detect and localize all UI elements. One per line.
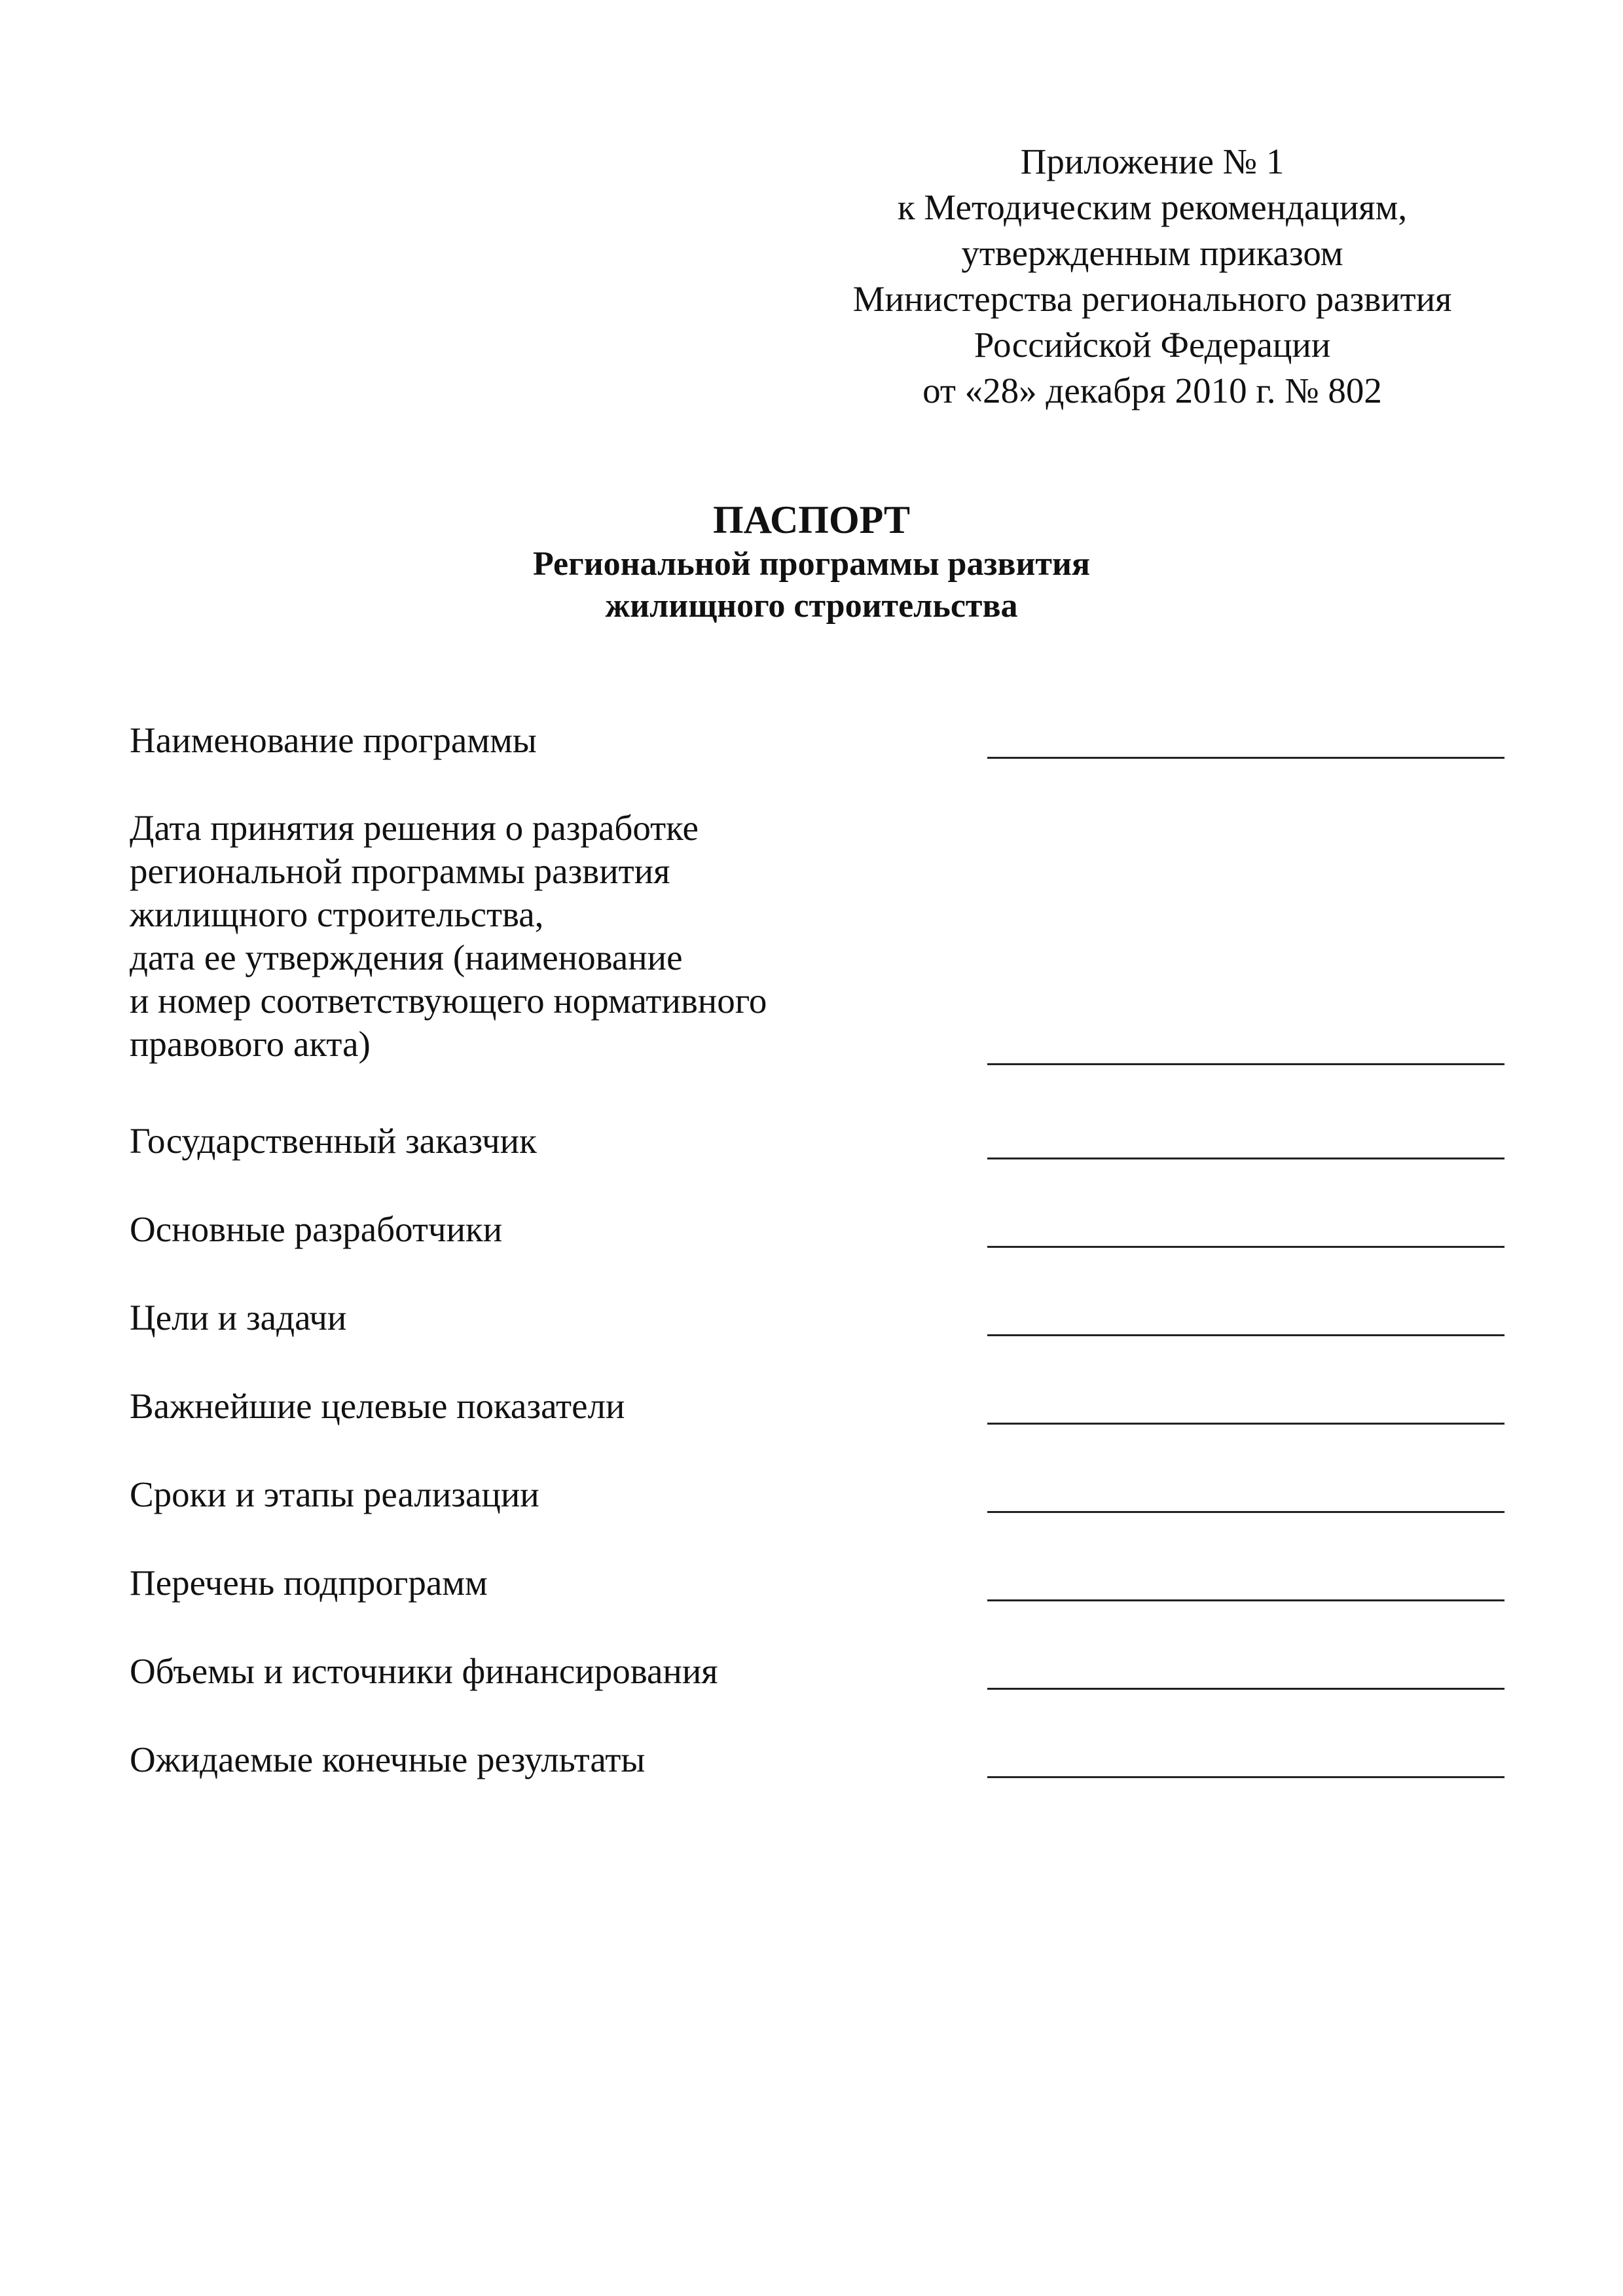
field-input-line[interactable] <box>987 1157 1504 1159</box>
field-decision-date <box>130 807 1504 1066</box>
field-terms-stages <box>130 1473 1504 1516</box>
field-label: Объемы и источники финансирования <box>130 1651 718 1691</box>
field-input-line[interactable] <box>987 1334 1504 1336</box>
field-label: Важнейшие целевые показатели <box>130 1386 625 1426</box>
approval-line: Российской Федерации <box>974 325 1331 365</box>
field-label: Ожидаемые конечные результаты <box>130 1740 646 1779</box>
document-title <box>0 496 1623 627</box>
field-financing <box>130 1650 1504 1693</box>
field-input-line[interactable] <box>987 1599 1504 1601</box>
field-program-name <box>130 719 1504 762</box>
field-label: Наименование программы <box>130 720 537 760</box>
field-subprograms-list <box>130 1561 1504 1605</box>
field-label: Основные разработчики <box>130 1209 503 1249</box>
field-label: Сроки и этапы реализации <box>130 1474 539 1514</box>
field-label: Дата принятия решения о разработке <box>130 808 699 848</box>
field-input-line[interactable] <box>987 757 1504 759</box>
field-expected-results <box>130 1738 1504 1781</box>
field-main-developers <box>130 1208 1504 1251</box>
approval-line: от «28» декабря 2010 г. № 802 <box>922 371 1382 410</box>
field-label: дата ее утверждения (наименование <box>130 938 683 977</box>
field-label: Государственный заказчик <box>130 1121 537 1161</box>
field-label: Цели и задачи <box>130 1298 347 1338</box>
field-target-indicators <box>130 1385 1504 1428</box>
field-label: и номер соответствующего нормативного <box>130 981 767 1021</box>
field-input-line[interactable] <box>987 1063 1504 1065</box>
field-label: жилищного строительства, <box>130 894 544 934</box>
approval-line: Министерства регионального развития <box>852 279 1452 319</box>
field-label: Перечень подпрограмм <box>130 1563 488 1603</box>
field-label: региональной программы развития <box>130 851 670 891</box>
title-subtitle: жилищного строительства <box>605 587 1018 625</box>
title-main: ПАСПОРТ <box>712 498 911 541</box>
field-goals-tasks <box>130 1296 1504 1339</box>
approval-line: утвержденным приказом <box>961 233 1343 273</box>
field-input-line[interactable] <box>987 1246 1504 1248</box>
field-input-line[interactable] <box>987 1776 1504 1778</box>
approval-line: к Методическим рекомендациям, <box>897 187 1408 227</box>
field-input-line[interactable] <box>987 1511 1504 1513</box>
field-input-line[interactable] <box>987 1688 1504 1690</box>
title-subtitle: Региональной программы развития <box>532 545 1091 583</box>
approval-stamp <box>773 139 1532 414</box>
field-input-line[interactable] <box>987 1423 1504 1425</box>
approval-line: Приложение № 1 <box>1020 141 1285 181</box>
field-state-customer <box>130 1120 1504 1163</box>
field-label: правового акта) <box>130 1024 371 1064</box>
